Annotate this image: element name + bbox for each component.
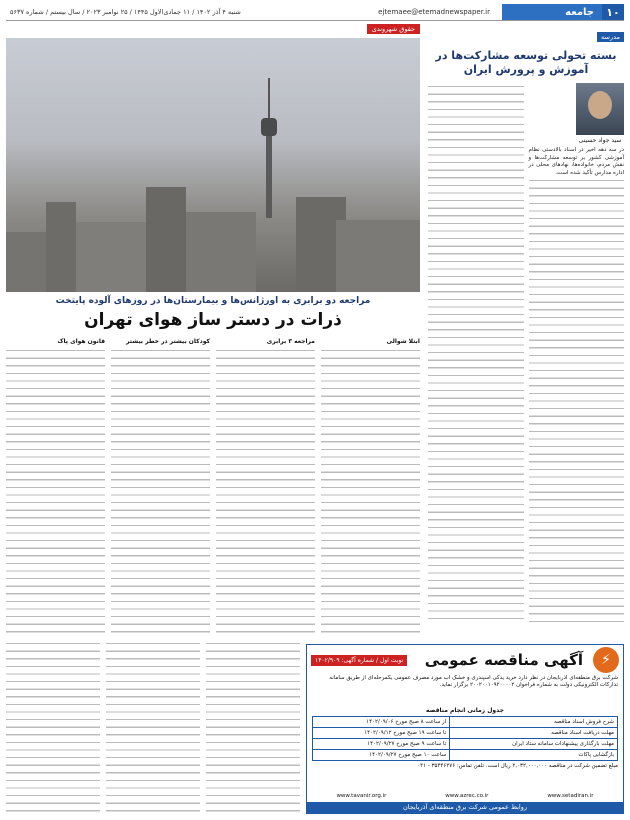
ad-bottom-bar: روابط عمومی شرکت برق منطقه‌ای آذربایجان [307,802,623,813]
section-name: جامعه [502,4,602,20]
main-col-1 [321,338,420,634]
main-col-heading: قانون هوای پاک [57,338,105,345]
row-label: بازگشایی پاکات [450,750,618,761]
main-article-columns [6,338,420,634]
milad-tower [261,78,277,218]
main-col-heading: کودکان بیشتر در خطر بیشتر [126,338,210,345]
schedule-table [312,716,618,761]
main-col-2 [216,338,315,634]
table-row [313,728,618,739]
main-headline: ذرات در دستر ساز هوای تهران [84,310,342,330]
author-photo [576,83,624,135]
row-label: مهلت دریافت اسناد مناقصه [450,728,618,739]
table-row [313,739,618,750]
right-article-body-1 [529,177,625,623]
row-value: ساعت ۱۰ صبح مورخ ۱۴۰۲/۰۹/۲۷ [313,750,450,761]
ad-url[interactable]: www.azrec.co.ir [445,793,489,799]
ad-title: آگهی مناقصه عمومی [424,651,583,669]
main-col-3 [111,338,210,634]
row-label: مهلت بارگذاری پیشنهادات سامانه ستاد ایران [450,739,618,750]
author-box [576,83,624,144]
schedule-title: جدول زمانی انجام مناقصه [426,707,504,714]
author-name: سید جواد حسینی [578,137,622,144]
table-row [313,750,618,761]
section-email[interactable]: ejtemaee@etemadnewspaper.ir [378,8,490,16]
ad-intro: شرکت برق منطقه‌ای آذربایجان در نظر دارد خرید یدکی اسپندری و خشک آب مورد مصرف عمومی یکمرحله‌ای از طریق سامانه تدارکات الکترونیکی دولت به شماره فراخوان ۲۰۰۲۰۰۱۰۹۲۰۰۰۰۲ برگزار نماید. [329,675,618,689]
row-value: تا ساعت ۹ صبح مورخ ۱۴۰۲/۰۹/۲۷ [313,739,450,750]
masthead [6,4,624,21]
power-company-logo-icon: ⚡ [593,647,619,673]
right-article [428,24,624,634]
table-row [313,717,618,728]
main-subhead: مراجعه دو برابری به اورژانس‌ها و بیمارستان‌ها در روزهای آلوده پایتخت [55,296,371,306]
row-value: تا ساعت ۱۹ صبح مورخ ۱۴۰۲/۰۹/۱۲ [313,728,450,739]
right-article-title: بسته تحولی توسعه مشارکت‌ها در آموزش و پرورش ایران [435,49,617,76]
main-col-heading: مراجعه ۳ برابری [266,338,315,345]
ad-header [307,645,623,675]
main-article-tag: حقوق شهروندی [367,24,420,34]
tender-ad [306,644,624,814]
right-article-tag: مدرسه [597,32,624,42]
ad-url[interactable]: www.setadiran.ir [547,793,594,799]
ad-code: نوبت اول / شماره آگهی: ۱۴۰۲/۹۰۹ [311,655,407,666]
ad-footer: مبلغ تضمین شرکت در مناقصه ۲,۰۳۲,۰۰۰,۰۰۰ ریال است. تلفن تماس: ۳۵۴۴۶۲۷۶ - ۰۴۱ [417,763,618,769]
page-number: ۱۰ [602,4,624,20]
right-article-body-2 [428,83,524,623]
ad-url[interactable]: www.tavanir.org.ir [336,793,387,799]
row-label: شرح فروش اسناد مناقصه [450,717,618,728]
main-article [6,24,420,634]
main-col-4 [6,338,105,634]
lower-text-columns [6,640,300,816]
dateline: شنبه ۴ آذر ۱۴۰۲ / ۱۱ جمادی‌الاول ۱۴۴۵ / ۲۵ نوامبر ۲۰۲۳ / سال بیستم / شماره ۵۶۳۷ [10,8,241,16]
row-value: از ساعت ۸ صبح مورخ ۱۴۰۲/۰۹/۰۶ [313,717,450,728]
tehran-skyline-photo [6,38,420,292]
right-article-lead: در سه دهه‌ اخیر در اسناد بالادستی نظام آموزشی کشور بر توسعه مشارکت‌ها و نقش مردم، خانواده‌ها، نهادهای محلی در اداره مدارس تأکید شده است. [528,147,624,176]
main-col-heading: ابتلا شوالی [386,338,420,345]
ad-urls [307,793,623,799]
